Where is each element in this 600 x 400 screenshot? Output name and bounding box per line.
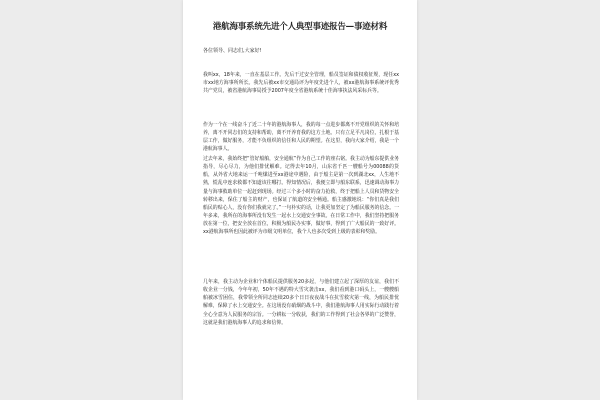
greeting: 各位领导、同志们,大家好! xyxy=(203,48,262,54)
paragraph-conclusion: 几年来，我主动为企业和个体船民提供服务20多起，与他们建立起了深厚的友谊，我们不收企业一分钱，今年年初，50年不遇的特大雪灾袭击xx，我们看到港口码头上，一艘艘船舶被冰雪困住，我带领全所同志连续20多个日日夜夜战斗在抗雪救灾第一线，为船民排忧解难，保障了水上交通安全。在这场没有硝烟的战斗中，我们港航海事人用实际行动践行着全心全意为人民服务的宗旨。一分耕耘一分收获，我们的工作得到了社会各界的广泛赞誉，这就是我们港航海事人的追求和信仰。 xyxy=(203,279,399,326)
paragraph-background: 作为一个在一线奋斗了近二十年的港航海事人，我的每一点进步都离不开党组织的关怀和培养，离不开同志们的支持和帮助，离不开养育我的这方土地。只有立足平凡岗位，扎根于基层工作，做好服务，才能不负组织的信任和人民的期望。在这里，我向大家介绍，我是一个港航海事人。 xyxy=(203,122,399,153)
document-title: 港航海事系统先进个人典型事迹报告—事迹材料 xyxy=(212,22,388,32)
paragraph-service: 过去年来，我始终把“管好船舶，安全通航”作为自己工作的座右铭。我主动为船东提供业务指导，尽心尽力，为他们排忧解难。记得去年10月，山东省千匹一艘船号为00088的货船，从外省大地来运一千吨煤进至xx港途中遇险，由于船主是第一次到湖北xx，人生地不熟，慌乱中连求救都不知道该往哪打。得知情况后，我便立即与船东联系，迅速调动海事力量与海事救助单位一起赶到现场。经过三个多小时的奋力抢救，终于把船上人员和货物安全转移出来，保住了船主的财产，也保证了航道的安全畅通。船主感激地说：“你们真是我们船民的贴心人，没有你们我就完了。”一句朴实的话，让我更加坚定了为船民服务的信念。一年多来，我所在的海事所没有发生一起水上交通安全事故。在日常工作中，我们坚持把服务放在第一位，把安全放在首位，积极为船民办实事，做好事，得到了广大船民的一致好评。xx港航海事所也因此被评为市级文明单位，我个人也多次受到上级的表彰和奖励。 xyxy=(203,156,399,236)
paragraph-intro: 我叫xx，18年来，一直在基层工作。先后干过安全管理，船员签证和债权收征规，现任xx市xx地方海事所所长。我先后被xx市交通局评为年度先进个人，被xx港航海事系统评优秀共产党员，被省港航海事局授予2007年度全省港航系统十佳海事执法风采标兵等。 xyxy=(203,72,399,95)
document-page xyxy=(183,0,417,400)
